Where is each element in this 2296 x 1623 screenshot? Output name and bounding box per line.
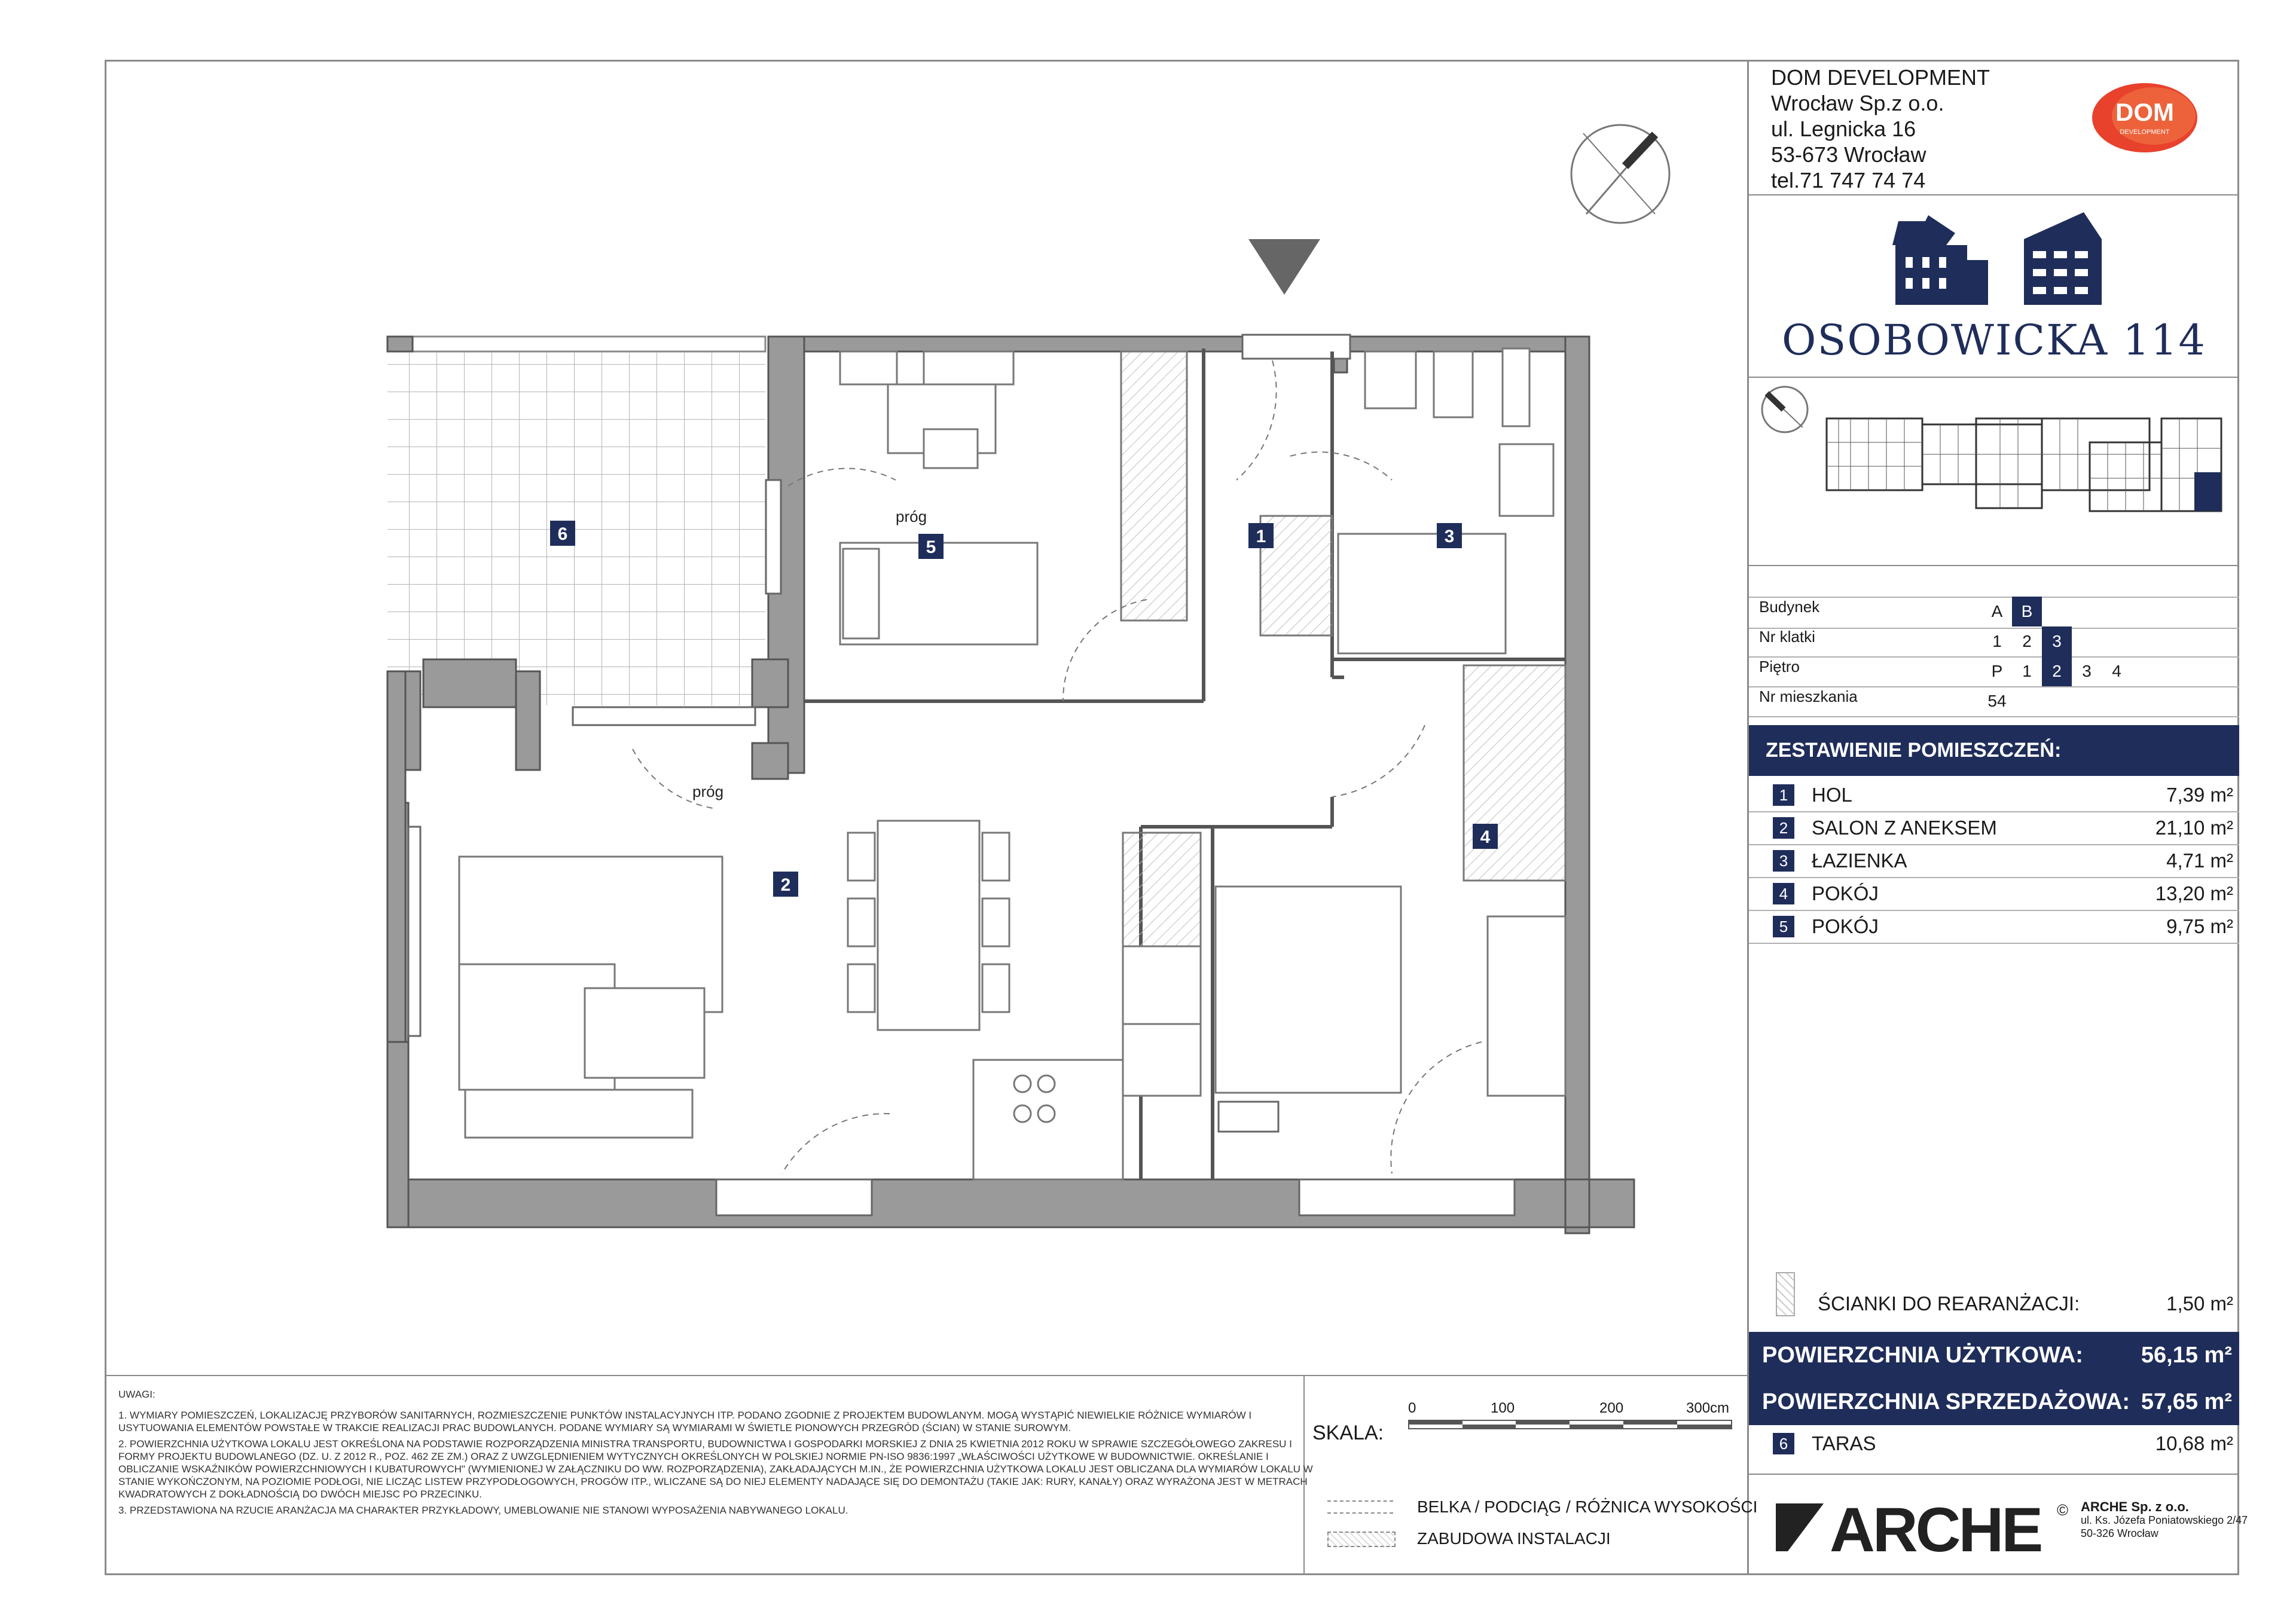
floor-plan bbox=[106, 62, 1745, 1371]
title-block-line-1 bbox=[1749, 194, 2239, 195]
dom-development-logo bbox=[2088, 79, 2208, 157]
threshold-label-2: próg bbox=[692, 783, 724, 800]
company-info bbox=[1771, 65, 1990, 193]
scale-tick-200: 200 bbox=[1599, 1400, 1624, 1416]
installation-legend-icon bbox=[1327, 1532, 1396, 1547]
north-compass bbox=[1571, 125, 1669, 223]
room-label-6: 6 bbox=[557, 524, 568, 544]
room-name: ŁAZIENKA bbox=[1812, 849, 1907, 872]
key-plan bbox=[1749, 383, 2239, 562]
room-name: HOL bbox=[1812, 784, 1852, 806]
arche-logo-text: ARCHE bbox=[1830, 1495, 2041, 1563]
scale-ruler bbox=[1408, 1418, 1743, 1442]
company-line-4: 53-673 Wrocław bbox=[1771, 142, 1926, 167]
scale-tick-0: 0 bbox=[1408, 1400, 1416, 1416]
grid-cell-staircase-2: 2 bbox=[2022, 632, 2032, 650]
project-title: OSOBOWICKA 114 bbox=[1782, 316, 2206, 365]
room-label-5: 5 bbox=[926, 537, 936, 557]
room-area: 4,71 m² bbox=[2166, 849, 2233, 872]
company-line-5: tel.71 747 74 74 bbox=[1771, 168, 1926, 192]
room-number: 6 bbox=[1773, 1433, 1794, 1454]
logo-text-sub: DEVELOPMENT bbox=[2120, 129, 2170, 136]
room-area: 9,75 m² bbox=[2166, 915, 2233, 937]
room-name: POKÓJ bbox=[1812, 882, 1879, 904]
room-area: 7,39 m² bbox=[2166, 784, 2233, 806]
legend-installation: ZABUDOWA INSTALACJI bbox=[1417, 1529, 1611, 1548]
logo-text-main: DOM bbox=[2115, 98, 2174, 126]
notes-divider bbox=[105, 1375, 1749, 1376]
room-number: 5 bbox=[1773, 916, 1794, 937]
threshold-label-1: próg bbox=[896, 508, 927, 525]
room-row bbox=[1749, 811, 2239, 844]
grid-label-staircase: Nr klatki bbox=[1759, 628, 1815, 646]
notes-title: UWAGI: bbox=[118, 1389, 155, 1400]
grid-label-apartment: Nr mieszkania bbox=[1759, 687, 1858, 705]
arche-info bbox=[2081, 1500, 2248, 1540]
grid-cell-building-a: A bbox=[1991, 602, 2003, 621]
sale-area-label: POWIERZCHNIA SPRZEDAŻOWA: bbox=[1762, 1389, 2130, 1414]
grid-label-floor: Piętro bbox=[1759, 658, 1800, 676]
usable-area-bar bbox=[1749, 1332, 2239, 1379]
usable-area-label: POWIERZCHNIA UŻYTKOWA: bbox=[1762, 1343, 2083, 1368]
note-item: 2. POWIERZCHNIA UŻYTKOWA LOKALU JEST OKREŚLONA NA PODSTAWIE ROZPORZĄDZENIA MINISTRA TRANSPORTU, BUDOWNICTWA I GOSPODARKI MORSKIEJ Z DNIA 25 KWIETNIA 2012 ROKU W SPRAWIE SZCZEGÓŁOWEGO ZAKRESU I FORMY PROJEKTU BUDOWLANEGO (DZ. U. Z 2012 R., POZ. 462 ZE ZM.) ORAZ Z UWZGLĘDNIENIEM WYTYCZNYCH OKREŚLONYCH W POLSKIEJ NORMIE PN-ISO 9836:1997 „WŁAŚCIWOŚCI UŻYTKOWE W BUDOWNICTWIE. OKREŚLANIE I OBLICZANIE WSKAŹNIKÓW POWIERZCHNIOWYCH I KUBATUROWYCH" (WYMIENIONEJ W ZAŁĄCZNIKU DO WW. ROZPORZĄDZENIA), ZAKŁADAJĄCYCH M.IN., ŻE POWIERZCHNIA UŻYTKOWA LOKALU JEST OBLICZANA DLA WYMIARÓW LOKALU W STANIE WYKOŃCZONYM, NA POZIOMIE PODŁOGI, NIE LICZĄC LISTEW PRZYPODŁOGOWYCH, PROGÓW ITP., WLICZANE SĄ DO NIEJ ELEMENTY NADAJĄCE SIĘ DO DEMONTAŻU (TAKIE JAK: RURY, KANAŁY) ORAZ WYRAŻONA JEST W METRACH KWADRATOWYCH Z DOKŁADNOŚCIĄ DO DWÓCH MIEJSC PO PRZECINKU. bbox=[118, 1438, 1313, 1500]
room-row bbox=[1749, 844, 2239, 877]
rooms-header: ZESTAWIENIE POMIESZCZEŃ: bbox=[1749, 725, 2239, 776]
terrace-tiles bbox=[387, 353, 765, 705]
sale-area-bar bbox=[1749, 1379, 2239, 1425]
beam-legend-icon bbox=[1327, 1500, 1393, 1514]
room-row bbox=[1749, 910, 2239, 943]
room-name: TARAS bbox=[1812, 1432, 1876, 1454]
note-item: 1. WYMIARY POMIESZCZEŃ, LOKALIZACJĘ PRZYBORÓW SANITARNYCH, ROZMIESZCZENIE PUNKTÓW INSTALACYJNYCH ITP. PODANO ZGODNIE Z PROJEKTEM BUDOWLANYM. MOGĄ WYSTĄPIĆ NIEWIELKIE RÓŻNICE WYMIARÓW I USYTUOWANIA ELEMENTÓW POWSTAŁE W TRAKCIE REALIZACJI PRAC BUDOWLANYCH. PODANE WYMIARY SĄ WYMIARAMI W ŚWIETLE PIONOWYCH PRZEGRÓD (ŚCIAN) W STANIE SUROWYM. bbox=[118, 1410, 1252, 1434]
room-number: 4 bbox=[1773, 883, 1794, 904]
entrance-arrow bbox=[1248, 239, 1320, 295]
notes bbox=[118, 1388, 1314, 1520]
grid-cell-staircase-1: 1 bbox=[1992, 632, 2002, 650]
room-label-1: 1 bbox=[1256, 527, 1266, 546]
title-block-line-2 bbox=[1749, 377, 2239, 378]
sale-area-value: 57,65 m² bbox=[2141, 1389, 2232, 1414]
room-row bbox=[1749, 778, 2239, 811]
note-item: 3. PRZEDSTAWIONA NA RZUCIE ARANŻACJA MA CHARAKTER PRZYKŁADOWY, UMEBLOWANIE NIE STANOWI WYPOSAŻENIA NABYWANEGO LOKALU. bbox=[118, 1505, 848, 1516]
grid-label-building: Budynek bbox=[1759, 598, 1820, 616]
company-line-3: ul. Legnicka 16 bbox=[1771, 117, 1916, 141]
scale-tick-100: 100 bbox=[1491, 1400, 1515, 1416]
room-area: 13,20 m² bbox=[2155, 882, 2233, 904]
room-number: 2 bbox=[1773, 817, 1794, 839]
arche-address-1: ul. Ks. Józefa Poniatowskiego 2/47 bbox=[2081, 1514, 2248, 1526]
grid-cell-floor-4: 4 bbox=[2112, 662, 2121, 680]
room-label-3: 3 bbox=[1444, 527, 1455, 546]
company-line-1: DOM DEVELOPMENT bbox=[1771, 65, 1990, 90]
arche-name: ARCHE Sp. z o.o. bbox=[2081, 1499, 2189, 1514]
room-number: 3 bbox=[1773, 850, 1794, 872]
grid-cell-floor-2: 2 bbox=[2042, 656, 2072, 686]
scale-label: SKALA: bbox=[1312, 1422, 1384, 1444]
grid-cell-floor-1: 1 bbox=[2022, 662, 2032, 680]
partition-hatch-icon bbox=[1776, 1272, 1795, 1316]
scale-tick-300: 300cm bbox=[1686, 1400, 1730, 1416]
room-area: 21,10 m² bbox=[2155, 817, 2233, 839]
partition-label: ŚCIANKI DO REARANŻACJI: bbox=[1818, 1292, 2080, 1315]
room-area: 10,68 m² bbox=[2155, 1432, 2233, 1454]
room-name: SALON Z ANEKSEM bbox=[1812, 817, 1997, 839]
grid-cell-apartment-number: 54 bbox=[1987, 692, 2007, 710]
grid-cell-floor-p: P bbox=[1991, 662, 2003, 680]
room-label-2: 2 bbox=[780, 875, 791, 895]
room-label-4: 4 bbox=[1480, 827, 1491, 847]
grid-cell-staircase-3: 3 bbox=[2042, 626, 2072, 656]
room-row bbox=[1749, 877, 2239, 910]
partition-area: 1,50 m² bbox=[2166, 1292, 2233, 1315]
arche-logo bbox=[1776, 1491, 2075, 1563]
arche-address-2: 50-326 Wrocław bbox=[2081, 1527, 2158, 1539]
building-illustration bbox=[1749, 203, 2239, 311]
grid-cell-building-b: B bbox=[2012, 597, 2042, 626]
legend-beam: BELKA / PODCIĄG / RÓŻNICA WYSOKOŚCI bbox=[1417, 1497, 1758, 1516]
grid-cell-floor-3: 3 bbox=[2082, 662, 2092, 680]
title-block-line-3 bbox=[1749, 565, 2239, 566]
company-line-2: Wrocław Sp.z o.o. bbox=[1771, 91, 1944, 115]
room-number: 1 bbox=[1773, 784, 1794, 806]
usable-area-value: 56,15 m² bbox=[2141, 1343, 2232, 1368]
arche-copyright: © bbox=[2057, 1501, 2069, 1519]
terrace-row bbox=[1749, 1427, 2239, 1460]
room-name: POKÓJ bbox=[1812, 915, 1879, 937]
title-block-line-4 bbox=[1749, 1474, 2239, 1475]
